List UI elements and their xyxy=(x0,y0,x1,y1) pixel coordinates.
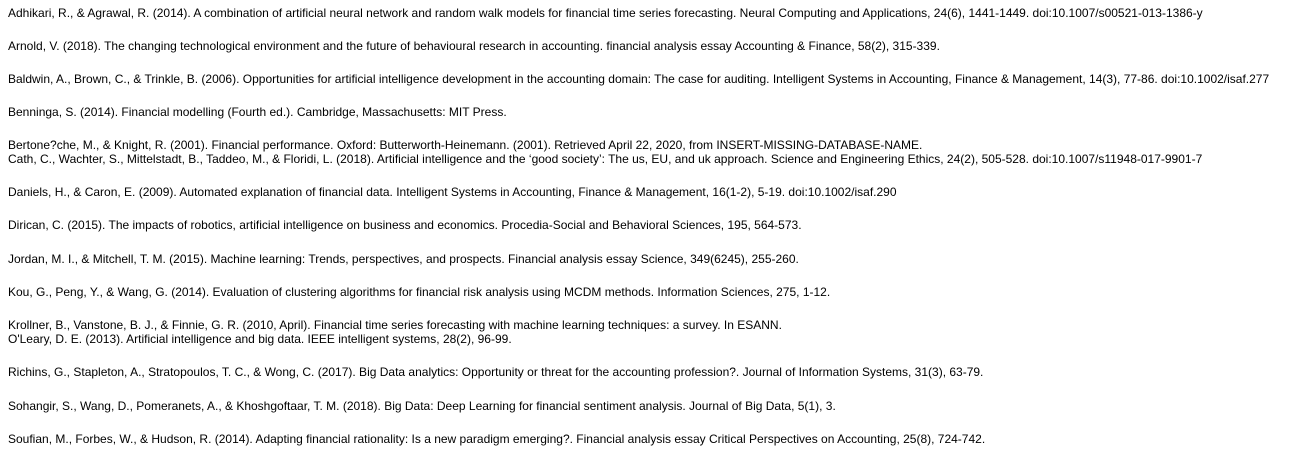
reference-entry: Sohangir, S., Wang, D., Pomeranets, A., & Khoshgoftaar, T. M. (2018). Big Data: Deep Learning for financial sentiment analysis. Journal of Big Data, 5(1), 3. xyxy=(8,399,836,413)
reference-entry: Benninga, S. (2014). Financial modelling (Fourth ed.). Cambridge, Massachusetts: MIT Press. xyxy=(8,105,507,119)
reference-entry: Daniels, H., & Caron, E. (2009). Automated explanation of financial data. Intelligent Systems in Accounting, Finance & Management, 16(1-2), 5-19. doi:10.1002/isaf.290 xyxy=(8,185,897,199)
reference-entry: Arnold, V. (2018). The changing technological environment and the future of behavioural research in accounting. financial analysis essay Accounting & Finance, 58(2), 315-339. xyxy=(8,39,940,53)
reference-entry: Dirican, C. (2015). The impacts of robotics, artificial intelligence on business and economics. Procedia-Social and Behavioral Sciences, 195, 564-573. xyxy=(8,218,802,232)
reference-entry: Richins, G., Stapleton, A., Stratopoulos, T. C., & Wong, C. (2017). Big Data analytics: Opportunity or threat for the accounting profession?. Journal of Information Systems, 31(3), 63-79. xyxy=(8,365,984,379)
reference-entry: Baldwin, A., Brown, C., & Trinkle, B. (2006). Opportunities for artificial intelligence development in the accounting domain: The case for auditing. Intelligent Systems in Accounting, Finance & Management, 14(3), 77-86. doi:10.1002/isaf.277 xyxy=(8,72,1270,86)
reference-block xyxy=(8,138,1296,166)
reference-block xyxy=(8,318,1296,346)
reference-entry: Jordan, M. I., & Mitchell, T. M. (2015). Machine learning: Trends, perspectives, and prospects. Financial analysis essay Science, 349(6245), 255-260. xyxy=(8,252,799,266)
reference-entry: Adhikari, R., & Agrawal, R. (2014). A combination of artificial neural network and random walk models for financial time series forecasting. Neural Computing and Applications, 24(6), 1441-1449. doi:10.1007/s00521-013-1386-y xyxy=(8,6,1203,20)
reference-entry: Bertone?che, M., & Knight, R. (2001). Financial performance. Oxford: Butterworth-Heinemann. (2001). Retrieved April 22, 2020, from INSERT-MISSING-DATABASE-NAME. xyxy=(8,138,923,152)
reference-entry: Kou, G., Peng, Y., & Wang, G. (2014). Evaluation of clustering algorithms for financial risk analysis using MCDM methods. Information Sciences, 275, 1-12. xyxy=(8,285,831,299)
reference-entry: Krollner, B., Vanstone, B. J., & Finnie, G. R. (2010, April). Financial time series forecasting with machine learning techniques: a survey. In ESANN. xyxy=(8,318,782,332)
reference-entry: Soufian, M., Forbes, W., & Hudson, R. (2014). Adapting financial rationality: Is a new paradigm emerging?. Financial analysis essay Critical Perspectives on Accounting, 25(8), 724-742. xyxy=(8,432,986,446)
reference-entry: O'Leary, D. E. (2013). Artificial intelligence and big data. IEEE intelligent systems, 28(2), 96-99. xyxy=(8,332,512,346)
reference-entry: Cath, C., Wachter, S., Mittelstadt, B., Taddeo, M., & Floridi, L. (2018). Artificial intelligence and the ‘good society’: The us, EU, and uk approach. Science and Engineering Ethics, 24(2), 505-528. doi:10.1007/s11948-017-9901-7 xyxy=(8,152,1203,166)
